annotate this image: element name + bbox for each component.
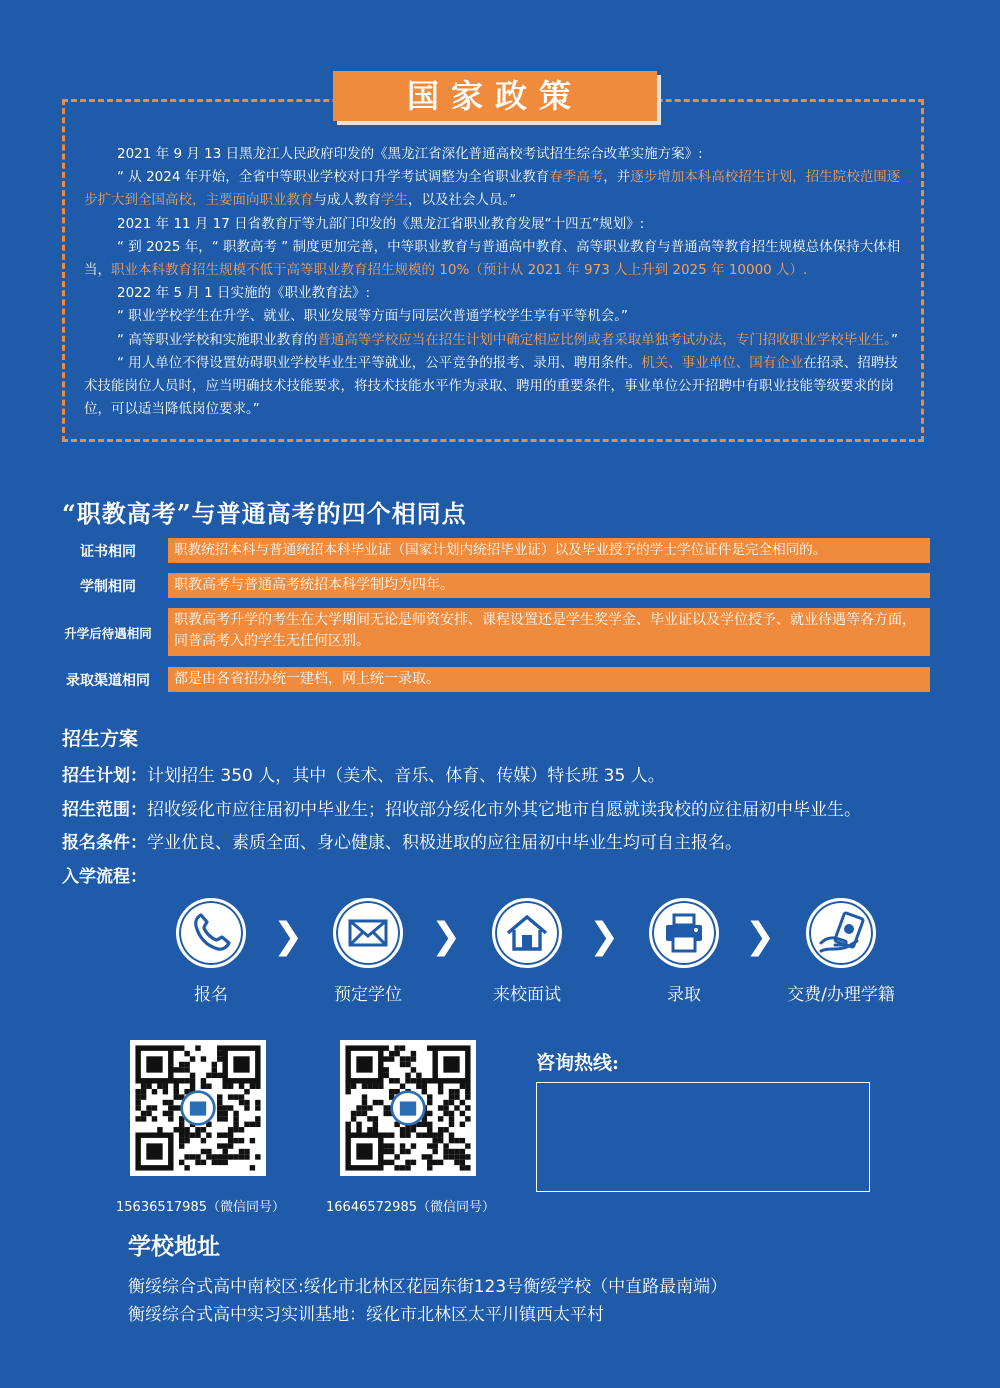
policy-title: 国家政策 — [333, 71, 657, 121]
plan-conditions — [62, 828, 742, 853]
address-line: 衡绥综合式高中南校区:绥化市北林区花园东街123号衡绥学校（中直路最南端） — [128, 1277, 728, 1297]
policy-text-span: “ 用人单位不得设置妨碍职业学校毕业生平等就业，公平竞争的报考、录用、聘用条件。 — [117, 354, 642, 371]
address-title: 学校地址 — [128, 1234, 220, 1260]
compare-row — [62, 608, 930, 656]
policy-text-span: “ 高等职业学校和实施职业教育的 — [117, 331, 318, 348]
compare-label: 学制相同 — [80, 579, 136, 595]
policy-highlight: 职业本科教育招生规模不低于高等职业教育招生规模的 10%（预计从 2021 年 973 人上升到 2025 年 10000 人）. — [111, 262, 808, 279]
address-line: 衡绥综合式高中实习实训基地：绥化市北林区太平川镇西太平村 — [128, 1305, 604, 1325]
plan-flow — [62, 862, 147, 887]
hotline-label: 咨询热线: — [536, 1052, 620, 1074]
plan-flow-label: 入学流程： — [62, 867, 147, 887]
compare-row — [62, 667, 930, 693]
policy-text-span: 在招录、招聘技术技能岗位人员时，应当明确技术技能要求，将技术技能水平作为录取、聘用的重要条件，事业单位公开招聘中有职业技能等级要求的岗位，可以适当降低岗位要求。” — [84, 354, 898, 418]
plan-quota-label: 招生计划： — [62, 766, 147, 786]
compare-row — [62, 538, 930, 564]
plan-scope-label: 招生范围： — [62, 800, 147, 820]
policy-text-span: “ 到 2025 年，“ 职教高考 ” 制度更加完善，中等职业教育与普通高中教育、高等职业教育与普通高等教育招生规模总体保持大体相当， — [84, 238, 901, 279]
policy-highlight: 学生 — [381, 192, 408, 209]
policy-para-4 — [84, 236, 906, 282]
qr-code — [130, 1040, 266, 1176]
compare-text: 职教统招本科与普通统招本科毕业证（国家计划内统招毕业证）以及毕业授予的学士学位证件是完全相同的。 — [168, 538, 930, 563]
payment-icon — [806, 898, 876, 968]
policy-text-span: 与成人教育 — [313, 192, 381, 209]
qr-code — [340, 1040, 476, 1176]
policy-highlight: 春季高考 — [549, 169, 604, 186]
policy-highlight: 机关、事业单位、国有企业 — [641, 354, 804, 371]
plan-cond-label: 报名条件： — [62, 833, 147, 853]
plan-scope-text: 招收绥化市应往届初中毕业生；招收部分绥化市外其它地市自愿就读我校的应往届初中毕业生。 — [147, 800, 861, 820]
hotline-box — [536, 1082, 870, 1192]
chevron-right-icon: ❯ — [745, 916, 776, 957]
phone-icon — [176, 898, 246, 968]
policy-para-8 — [84, 352, 906, 422]
policy-para-6: “ 职业学校学生在升学、就业、职业发展等方面与同层次普通学校学生享有平等机会。” — [117, 308, 629, 325]
house-icon — [492, 898, 562, 968]
policy-text-span: ，并 — [603, 169, 631, 186]
plan-scope — [62, 795, 861, 820]
policy-highlight: 逐步增加本科高校招生计划，招生院校范围逐步扩大到全国高校，主要面向职业教育 — [84, 169, 901, 209]
policy-para-7 — [84, 329, 906, 352]
plan-quota-text: 计划招生 350 人，其中（美术、音乐、体育、传媒）特长班 35 人。 — [147, 766, 665, 786]
policy-para-5: 2022 年 5 月 1 日实施的《职业教育法》: — [117, 285, 371, 302]
step-label: 来校面试 — [493, 985, 561, 1005]
policy-para-3: 2021 年 11 月 17 日省教育厅等九部门印发的《黑龙江省职业教育发展“十四五”规划》: — [117, 215, 645, 232]
compare-title: “职教高考”与普通高考的四个相同点 — [62, 499, 467, 528]
policy-text — [84, 143, 906, 421]
printer-icon — [649, 898, 719, 968]
policy-para-2 — [84, 166, 906, 212]
compare-row — [62, 573, 930, 599]
policy-text-span: ” — [891, 331, 899, 348]
plan-title: 招生方案 — [62, 728, 139, 750]
chevron-right-icon: ❯ — [589, 916, 620, 957]
compare-text: 都是由各省招办统一建档，网上统一录取。 — [168, 667, 930, 692]
step-label: 预定学位 — [334, 985, 402, 1005]
compare-label: 证书相同 — [80, 544, 136, 560]
step-label: 交费/办理学籍 — [787, 985, 895, 1005]
compare-text: 职教高考升学的考生在大学期间无论是师资安排、课程设置还是学生奖学金、毕业证以及学位授予、就业待遇等各方面，同普高考入的学生无任何区别。 — [168, 608, 930, 656]
step-label: 报名 — [194, 985, 228, 1005]
envelope-icon — [333, 898, 403, 968]
chevron-right-icon: ❯ — [431, 916, 462, 957]
policy-para-1: 2021 年 9 月 13 日黑龙江人民政府印发的《黑龙江省深化普通高校考试招生综合改革实施方案》: — [117, 146, 703, 162]
qr-code-pattern — [340, 1040, 476, 1176]
qr-code-pattern — [130, 1040, 266, 1176]
step-interview — [457, 898, 597, 1005]
policy-text-span: ，以及社会人员。” — [408, 192, 517, 209]
step-label: 录取 — [667, 985, 701, 1005]
enrollment-steps — [165, 898, 905, 1010]
step-reserve — [298, 898, 438, 1005]
compare-text: 职教高考与普通高考统招本科学制均为四年。 — [168, 573, 930, 598]
step-admit — [614, 898, 754, 1005]
qr-caption: 16646572985（微信同号） — [326, 1200, 495, 1215]
compare-label: 升学后待遇相同 — [64, 626, 152, 641]
plan-quota — [62, 761, 665, 786]
policy-text-span: “ 从 2024 年开始，全省中等职业学校对口升学考试调整为全省职业教育 — [117, 169, 550, 186]
compare-label: 录取渠道相同 — [66, 673, 150, 689]
plan-cond-text: 学业优良、素质全面、身心健康、积极进取的应往届初中毕业生均可自主报名。 — [147, 833, 742, 853]
chevron-right-icon: ❯ — [273, 916, 304, 957]
qr-caption: 15636517985（微信同号） — [116, 1200, 285, 1215]
step-register — [141, 898, 281, 1005]
policy-highlight: 普通高等学校应当在招生计划中确定相应比例或者采取单独考试办法，专门招收职业学校毕业生。 — [317, 331, 892, 348]
step-payment — [771, 898, 911, 1005]
